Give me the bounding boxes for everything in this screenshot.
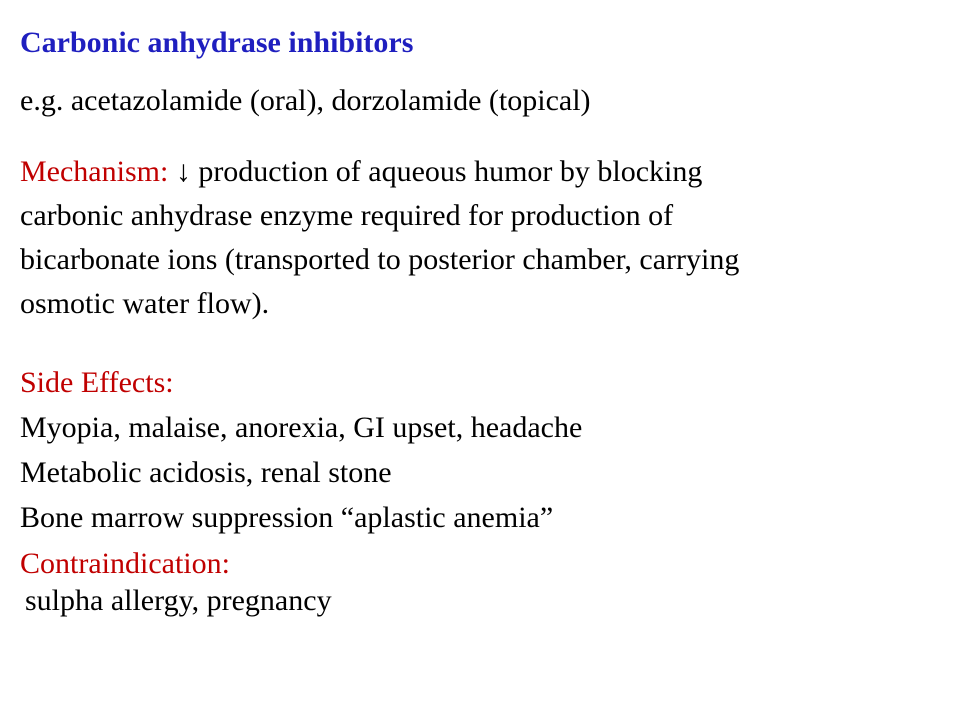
mechanism-text-4: osmotic water flow). — [20, 287, 270, 320]
side-effect-item: Myopia, malaise, anorexia, GI upset, headache — [20, 411, 583, 444]
side-effects-section — [20, 360, 582, 540]
contraindication-text: sulpha allergy, pregnancy — [25, 584, 332, 617]
drug-examples: e.g. acetazolamide (oral), dorzolamide (topical) — [20, 84, 591, 117]
mechanism-line-1 — [20, 150, 940, 194]
side-effect-item: Metabolic acidosis, renal stone — [20, 456, 392, 489]
mechanism-section — [20, 150, 940, 326]
side-effect-item: Bone marrow suppression “aplastic anemia” — [20, 501, 554, 534]
side-effects-label: Side Effects: — [20, 366, 174, 399]
mechanism-label: Mechanism: — [20, 155, 169, 188]
decrease-arrow-icon: ↓ — [175, 155, 191, 188]
mechanism-text-3: bicarbonate ions (transported to posterior chamber, carrying — [20, 243, 740, 276]
mechanism-text-1: production of aqueous humor by blocking — [198, 155, 703, 188]
slide-title: Carbonic anhydrase inhibitors — [20, 26, 414, 59]
mechanism-text-2: carbonic anhydrase enzyme required for production of — [20, 199, 674, 232]
contraindication-label: Contraindication: — [20, 547, 230, 580]
contraindication-section — [20, 545, 332, 619]
